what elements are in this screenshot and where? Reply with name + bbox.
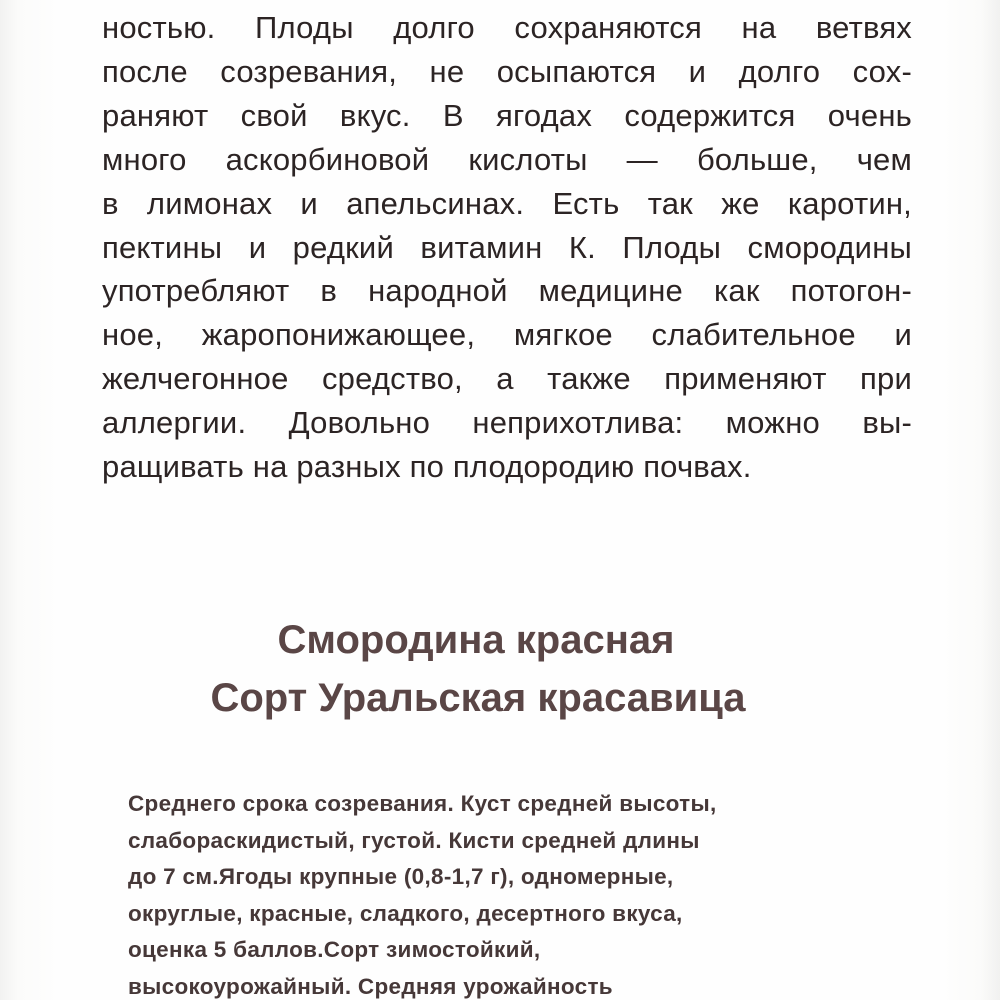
description-paragraph (102, 6, 912, 489)
description-line: употребляют в народной медицине как потогон- (102, 273, 912, 309)
variety-line: слабораскидистый, густой. Кисти средней длины (128, 827, 700, 853)
description-line: желчегонное средство, а также применяют при (102, 361, 912, 397)
product-title: Смородина красная (277, 618, 675, 662)
description-line: аллергии. Довольно неприхотлива: можно вы- (102, 405, 912, 441)
description-line: пектины и редкий витамин К. Плоды смородины (102, 229, 912, 265)
description-line: после созревания, не осыпаются и долго сох- (102, 53, 912, 89)
description-line: раняют свой вкус. В ягодах содержится очень (102, 97, 912, 133)
description-line: ное, жаропонижающее, мягкое слабительное и (102, 317, 912, 353)
description-line: ностью. Плоды долго сохраняются на ветвях (102, 10, 912, 45)
description-line: ращивать на разных по плодородию почвах. (102, 449, 752, 485)
variety-line: высокоурожайный. Средняя урожайность (128, 973, 613, 999)
variety-title: Сорт Уральская красавица (210, 676, 746, 720)
variety-description (128, 786, 828, 1000)
description-line: в лимонах и апельсинах. Есть так же каротин, (102, 185, 912, 221)
variety-line: Среднего срока созревания. Куст средней высоты, (128, 791, 717, 816)
variety-line: до 7 см.Ягоды крупные (0,8-1,7 г), одномерные, (128, 864, 674, 889)
variety-line: оценка 5 баллов.Сорт зимостойкий, (128, 937, 541, 962)
variety-line: округлые, красные, сладкого, десертного вкуса, (128, 900, 683, 926)
description-line: много аскорбиновой кислоты — больше, чем (102, 141, 912, 177)
